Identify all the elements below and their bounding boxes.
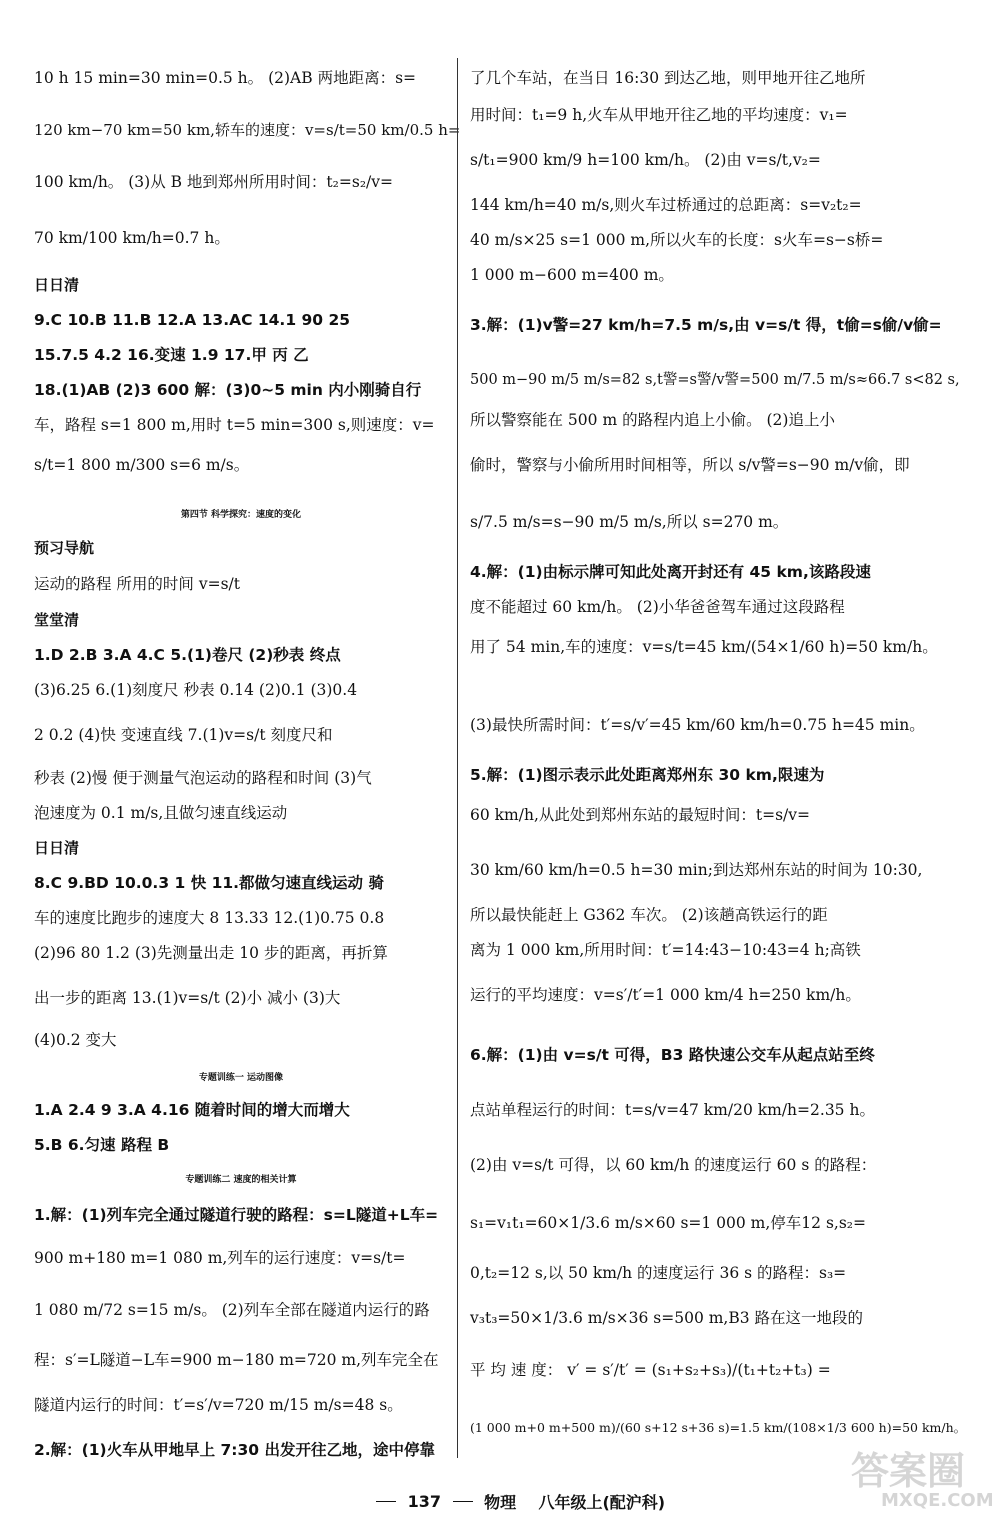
- right-text-line: 偷时，警察与小偷所用时间相等，所以 s/v警=s−90 m/v偷，即: [470, 456, 910, 474]
- right-text-line: 用时间：t₁=9 h,火车从甲地开往乙地的平均速度：v₁=: [470, 106, 848, 124]
- left-text-line: 程：s′=L隧道−L车=900 m−180 m=720 m,列车完全在: [34, 1351, 439, 1369]
- left-text-line: 1.D 2.B 3.A 4.C 5.(1)卷尺 (2)秒表 终点: [34, 646, 341, 664]
- left-text-line: 日日清: [34, 276, 80, 294]
- left-text-line: 5.B 6.匀速 路程 B: [34, 1136, 170, 1154]
- right-text-line: 0,t₂=12 s,以 50 km/h 的速度运行 36 s 的路程：s₃=: [470, 1264, 847, 1282]
- left-text-line: 出一步的距离 13.(1)v=s/t (2)小 减小 (3)大: [34, 989, 341, 1007]
- left-text-line: (4)0.2 变大: [34, 1031, 117, 1049]
- right-text-line: 用了 54 min,车的速度：v=s/t=45 km/(54×1/60 h)=50 km/h。: [470, 638, 938, 656]
- right-text-line: 40 m/s×25 s=1 000 m,所以火车的长度：s火车=s−s桥=: [470, 231, 884, 249]
- left-text-line: 1.A 2.4 9 3.A 4.16 随着时间的增大而增大: [34, 1101, 350, 1119]
- left-text-line: 10 h 15 min=30 min=0.5 h。 (2)AB 两地距离：s=: [34, 69, 417, 87]
- right-text-line: 500 m−90 m/5 m/s=82 s,t警=s警/v警=500 m/7.5 m/s≈66.7 s<82 s,: [470, 372, 960, 388]
- page-number: 137: [407, 1492, 441, 1511]
- right-text-line: v₃t₃=50×1/3.6 m/s×36 s=500 m,B3 路在这一地段的: [470, 1309, 864, 1327]
- left-text-line: (3)6.25 6.(1)刻度尺 秒表 0.14 (2)0.1 (3)0.4: [34, 681, 358, 699]
- left-text-line: 900 m+180 m=1 080 m,列车的运行速度：v=s/t=: [34, 1249, 406, 1267]
- right-text-line: 点站单程运行的时间：t=s/v=47 km/20 km/h=2.35 h。: [470, 1101, 875, 1119]
- left-text-line: 2 0.2 (4)快 变速直线 7.(1)v=s/t 刻度尺和: [34, 726, 333, 744]
- right-text-line: 度不能超过 60 km/h。 (2)小华爸爸驾车通过这段路程: [470, 598, 845, 616]
- left-text-line: 100 km/h。 (3)从 B 地到郑州所用时间：t₂=s₂/v=: [34, 173, 393, 191]
- right-text-line: 了几个车站，在当日 16:30 到达乙地，则甲地开往乙地所: [470, 69, 866, 87]
- left-text-line: s/t=1 800 m/300 s=6 m/s。: [34, 456, 250, 474]
- left-text-line: 18.(1)AB (2)3 600 解：(3)0~5 min 内小刚骑自行: [34, 381, 422, 399]
- right-text-line: 离为 1 000 km,所用时间：t′=14:43−10:43=4 h;高铁: [470, 941, 861, 959]
- left-text-line: 运动的路程 所用的时间 v=s/t: [34, 575, 241, 593]
- right-text-line: 60 km/h,从此处到郑州东站的最短时间：t=s/v=: [470, 806, 811, 824]
- left-text-line: 预习导航: [34, 539, 95, 557]
- left-text-line: 泡速度为 0.1 m/s,且做匀速直线运动: [34, 804, 288, 822]
- left-text-line: 8.C 9.BD 10.0.3 1 快 11.都做匀速直线运动 骑: [34, 874, 384, 892]
- left-text-line: 隧道内运行的时间：t′=s′/v=720 m/15 m/s=48 s。: [34, 1396, 403, 1414]
- footer-grade: 八年级上(配沪科): [538, 1493, 666, 1512]
- right-text-line: 5.解：(1)图示表示此处距离郑州东 30 km,限速为: [470, 766, 825, 784]
- left-text-line: 第四节 科学探究：速度的变化: [180, 510, 302, 520]
- right-text-line: (2)由 v=s/t 可得，以 60 km/h 的速度运行 60 s 的路程：: [470, 1156, 877, 1174]
- right-text-line: 所以最快能赶上 G362 车次。 (2)该趟高铁运行的距: [470, 906, 828, 924]
- watermark-url: MXQE.COM: [881, 1490, 994, 1511]
- left-text-line: (2)96 80 1.2 (3)先测量出走 10 步的距离，再折算: [34, 944, 388, 962]
- left-text-line: 15.7.5 4.2 16.变速 1.9 17.甲 丙 乙: [34, 346, 309, 364]
- right-text-line: 6.解：(1)由 v=s/t 可得，B3 路快速公交车从起点站至终: [470, 1046, 875, 1064]
- right-text-line: s/t₁=900 km/9 h=100 km/h。 (2)由 v=s/t,v₂=: [470, 151, 821, 169]
- right-text-line: s/7.5 m/s=s−90 m/5 m/s,所以 s=270 m。: [470, 513, 789, 531]
- right-text-line: 4.解：(1)由标示牌可知此处离开封还有 45 km,该路段速: [470, 563, 871, 581]
- footer-dash-right: [453, 1501, 473, 1502]
- left-text-line: 专题训练一 运动图像: [198, 1073, 284, 1083]
- left-text-line: 秒表 (2)慢 便于测量气泡运动的路程和时间 (3)气: [34, 769, 372, 787]
- watermark-brand: 答案圈: [851, 1449, 966, 1493]
- left-text-line: 车，路程 s=1 800 m,用时 t=5 min=300 s,则速度：v=: [34, 416, 435, 434]
- footer-subject: 物理: [484, 1493, 517, 1512]
- left-text-line: 70 km/100 km/h=0.7 h。: [34, 229, 230, 247]
- left-text-line: 专题训练二 速度的相关计算: [185, 1175, 297, 1185]
- right-text-line: (1 000 m+0 m+500 m)/(60 s+12 s+36 s)=1.5 km/(108×1/3 600 h)=50 km/h。: [470, 1420, 967, 1435]
- right-text-line: 3.解：(1)v警=27 km/h=7.5 m/s,由 v=s/t 得，t偷=s偷/v偷=: [470, 316, 942, 334]
- left-text-line: 9.C 10.B 11.B 12.A 13.AC 14.1 90 25: [34, 311, 351, 329]
- watermark-logo: [845, 1432, 995, 1520]
- left-text-line: 堂堂清: [34, 611, 80, 629]
- column-divider: [457, 58, 458, 1458]
- right-text-line: (3)最快所需时间：t′=s/v′=45 km/60 km/h=0.75 h=45 min。: [470, 716, 925, 734]
- left-text-line: 120 km−70 km=50 km,轿车的速度：v=s/t=50 km/0.5 h=: [34, 121, 461, 139]
- right-text-line: 1 000 m−600 m=400 m。: [470, 266, 674, 284]
- left-text-line: 1.解：(1)列车完全通过隧道行驶的路程：s=L隧道+L车=: [34, 1206, 439, 1224]
- page-footer: [370, 1490, 770, 1514]
- right-text-line: 30 km/60 km/h=0.5 h=30 min;到达郑州东站的时间为 10:30,: [470, 861, 923, 879]
- left-text-line: 1 080 m/72 s=15 m/s。 (2)列车全部在隧道内运行的路: [34, 1301, 430, 1319]
- left-text-line: 日日清: [34, 839, 80, 857]
- right-text-line: 144 km/h=40 m/s,则火车过桥通过的总距离：s=v₂t₂=: [470, 196, 862, 214]
- footer-dash-left: [376, 1501, 396, 1502]
- right-text-line: 平 均 速 度： v′ = s′/t′ = (s₁+s₂+s₃)/(t₁+t₂+t₃) =: [470, 1361, 831, 1379]
- left-text-line: 车的速度比跑步的速度大 8 13.33 12.(1)0.75 0.8: [34, 909, 385, 927]
- right-text-line: 运行的平均速度：v=s′/t′=1 000 km/4 h=250 km/h。: [470, 986, 861, 1004]
- right-text-line: 所以警察能在 500 m 的路程内追上小偷。 (2)追上小: [470, 411, 835, 429]
- right-text-line: s₁=v₁t₁=60×1/3.6 m/s×60 s=1 000 m,停车12 s,s₂=: [470, 1214, 866, 1232]
- left-text-line: 2.解：(1)火车从甲地早上 7:30 出发开往乙地，途中停靠: [34, 1441, 435, 1459]
